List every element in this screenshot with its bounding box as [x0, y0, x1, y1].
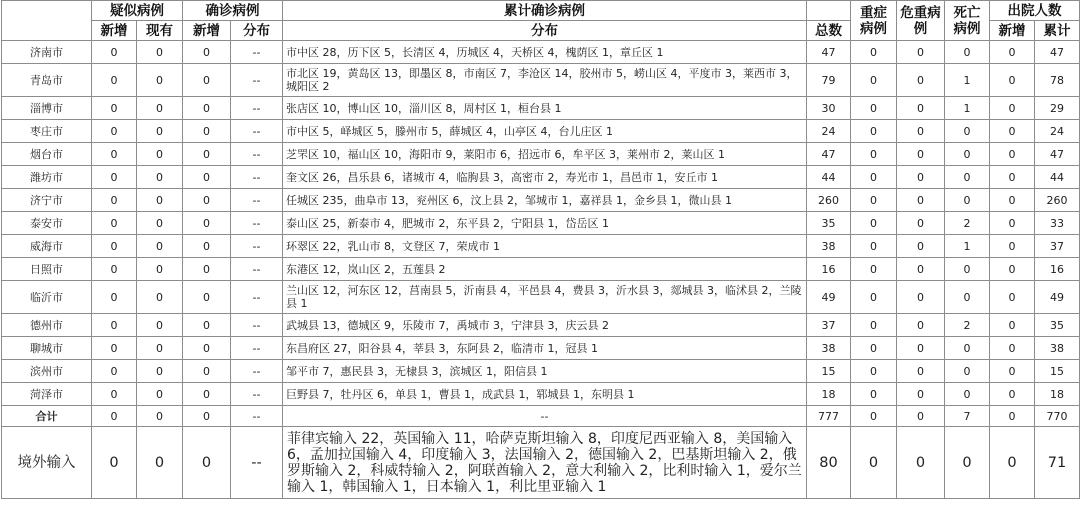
cumulative-distribution: 东昌府区 27，阳谷县 4，莘县 3，东阿县 2，临清市 1，冠县 1 — [283, 337, 807, 360]
header-blank — [807, 1, 851, 21]
discharged-new: 0 — [990, 64, 1035, 97]
cumulative-distribution: 环翠区 22，乳山市 8，文登区 7，荣成市 1 — [283, 235, 807, 258]
discharged-new: 0 — [990, 212, 1035, 235]
death-count: 0 — [945, 258, 990, 281]
suspected-current: 0 — [137, 383, 183, 406]
suspected-current: 0 — [137, 143, 183, 166]
discharged-new: 0 — [990, 97, 1035, 120]
suspected-new: 0 — [92, 166, 137, 189]
discharged-new: 0 — [990, 427, 1035, 499]
discharged-new: 0 — [990, 120, 1035, 143]
table-row — [2, 64, 1080, 97]
cumulative-distribution: 市北区 19，黄岛区 13，即墨区 8，市南区 7，李沧区 14，胶州市 5，崂山区 4，平度市 3，莱西市 3，城阳区 2 — [283, 64, 807, 97]
city-name: 潍坊市 — [2, 166, 92, 189]
header-cumulative: 累计确诊病例 — [283, 1, 807, 21]
confirmed-new: 0 — [183, 281, 231, 314]
discharged-cumulative: 38 — [1035, 337, 1080, 360]
cumulative-total: 260 — [807, 189, 851, 212]
discharged-cumulative: 47 — [1035, 143, 1080, 166]
discharged-cumulative: 260 — [1035, 189, 1080, 212]
confirmed-new: 0 — [183, 41, 231, 64]
discharged-new: 0 — [990, 189, 1035, 212]
sub-header-discharged-new: 新增 — [990, 21, 1035, 41]
death-count: 2 — [945, 314, 990, 337]
cumulative-total: 30 — [807, 97, 851, 120]
confirmed-new: 0 — [183, 143, 231, 166]
confirmed-distribution: -- — [231, 189, 283, 212]
severe-count: 0 — [851, 212, 897, 235]
suspected-current: 0 — [137, 281, 183, 314]
city-name: 青岛市 — [2, 64, 92, 97]
death-count: 0 — [945, 189, 990, 212]
suspected-current: 0 — [137, 406, 183, 427]
cumulative-distribution: 巨野县 7，牡丹区 6，单县 1，曹县 1，成武县 1，郓城县 1，东明县 1 — [283, 383, 807, 406]
severe-count: 0 — [851, 97, 897, 120]
sub-header-cumulative-distribution: 分布 — [283, 21, 807, 41]
table-row — [2, 281, 1080, 314]
severe-count: 0 — [851, 64, 897, 97]
discharged-cumulative: 71 — [1035, 427, 1080, 499]
severe-count: 0 — [851, 120, 897, 143]
confirmed-new: 0 — [183, 258, 231, 281]
critical-count: 0 — [897, 41, 945, 64]
discharged-new: 0 — [990, 143, 1035, 166]
confirmed-distribution: -- — [231, 143, 283, 166]
table-row — [2, 41, 1080, 64]
discharged-cumulative: 35 — [1035, 314, 1080, 337]
suspected-new: 0 — [92, 360, 137, 383]
cumulative-total: 38 — [807, 235, 851, 258]
header-confirmed: 确诊病例 — [183, 1, 283, 21]
confirmed-distribution: -- — [231, 427, 283, 499]
severe-count: 0 — [851, 337, 897, 360]
suspected-new: 0 — [92, 427, 137, 499]
death-count: 0 — [945, 281, 990, 314]
sub-header-confirmed-distribution: 分布 — [231, 21, 283, 41]
confirmed-new: 0 — [183, 427, 231, 499]
discharged-new: 0 — [990, 166, 1035, 189]
table-row — [2, 97, 1080, 120]
table-row — [2, 258, 1080, 281]
severe-count: 0 — [851, 314, 897, 337]
death-count: 1 — [945, 97, 990, 120]
critical-count: 0 — [897, 166, 945, 189]
suspected-new: 0 — [92, 258, 137, 281]
table-row — [2, 120, 1080, 143]
cumulative-total: 80 — [807, 427, 851, 499]
severe-count: 0 — [851, 383, 897, 406]
confirmed-new: 0 — [183, 189, 231, 212]
table-row — [2, 143, 1080, 166]
suspected-new: 0 — [92, 64, 137, 97]
cumulative-distribution: 张店区 10，博山区 10，淄川区 8，周村区 1，桓台县 1 — [283, 97, 807, 120]
severe-count: 0 — [851, 406, 897, 427]
confirmed-distribution: -- — [231, 41, 283, 64]
suspected-current: 0 — [137, 97, 183, 120]
cumulative-total: 16 — [807, 258, 851, 281]
discharged-cumulative: 24 — [1035, 120, 1080, 143]
confirmed-distribution: -- — [231, 360, 283, 383]
critical-count: 0 — [897, 281, 945, 314]
header-suspected: 疑似病例 — [92, 1, 183, 21]
cumulative-total: 47 — [807, 143, 851, 166]
cumulative-distribution: 邹平市 7，惠民县 3，无棣县 3，滨城区 1，阳信县 1 — [283, 360, 807, 383]
critical-count: 0 — [897, 337, 945, 360]
table-row — [2, 383, 1080, 406]
discharged-cumulative: 49 — [1035, 281, 1080, 314]
header-death: 死亡病例 — [945, 1, 990, 41]
severe-count: 0 — [851, 427, 897, 499]
confirmed-new: 0 — [183, 406, 231, 427]
suspected-new: 0 — [92, 143, 137, 166]
header-city — [2, 1, 92, 41]
suspected-current: 0 — [137, 427, 183, 499]
confirmed-distribution: -- — [231, 235, 283, 258]
discharged-cumulative: 78 — [1035, 64, 1080, 97]
confirmed-new: 0 — [183, 337, 231, 360]
city-name: 日照市 — [2, 258, 92, 281]
critical-count: 0 — [897, 97, 945, 120]
critical-count: 0 — [897, 143, 945, 166]
suspected-new: 0 — [92, 235, 137, 258]
severe-count: 0 — [851, 166, 897, 189]
cumulative-distribution: 武城县 13，德城区 9，乐陵市 7，禹城市 3，宁津县 3，庆云县 2 — [283, 314, 807, 337]
death-count: 0 — [945, 360, 990, 383]
suspected-new: 0 — [92, 337, 137, 360]
cumulative-total: 79 — [807, 64, 851, 97]
city-name: 临沂市 — [2, 281, 92, 314]
severe-count: 0 — [851, 41, 897, 64]
suspected-current: 0 — [137, 189, 183, 212]
suspected-new: 0 — [92, 189, 137, 212]
city-name: 泰安市 — [2, 212, 92, 235]
discharged-new: 0 — [990, 406, 1035, 427]
table-row — [2, 360, 1080, 383]
cumulative-distribution: 任城区 235，曲阜市 13，兖州区 6，汶上县 2，邹城市 1，嘉祥县 1，金乡县 1，微山县 1 — [283, 189, 807, 212]
suspected-current: 0 — [137, 314, 183, 337]
cumulative-distribution: 兰山区 12，河东区 12，莒南县 5，沂南县 4，平邑县 4，费县 3，沂水县 3，郯城县 3，临沭县 2，兰陵县 1 — [283, 281, 807, 314]
discharged-new: 0 — [990, 235, 1035, 258]
critical-count: 0 — [897, 64, 945, 97]
critical-count: 0 — [897, 360, 945, 383]
city-name: 枣庄市 — [2, 120, 92, 143]
confirmed-new: 0 — [183, 166, 231, 189]
critical-count: 0 — [897, 427, 945, 499]
discharged-new: 0 — [990, 314, 1035, 337]
cumulative-total: 47 — [807, 41, 851, 64]
death-count: 1 — [945, 235, 990, 258]
discharged-new: 0 — [990, 41, 1035, 64]
cumulative-total: 37 — [807, 314, 851, 337]
city-name: 济南市 — [2, 41, 92, 64]
death-count: 0 — [945, 337, 990, 360]
confirmed-distribution: -- — [231, 383, 283, 406]
table-row — [2, 235, 1080, 258]
city-name: 济宁市 — [2, 189, 92, 212]
confirmed-distribution: -- — [231, 258, 283, 281]
critical-count: 0 — [897, 235, 945, 258]
discharged-new: 0 — [990, 337, 1035, 360]
cumulative-total: 24 — [807, 120, 851, 143]
table-row — [2, 166, 1080, 189]
severe-count: 0 — [851, 360, 897, 383]
suspected-new: 0 — [92, 314, 137, 337]
critical-count: 0 — [897, 258, 945, 281]
city-name: 德州市 — [2, 314, 92, 337]
discharged-cumulative: 29 — [1035, 97, 1080, 120]
death-count: 0 — [945, 120, 990, 143]
cumulative-distribution: 泰山区 25，新泰市 4，肥城市 2，东平县 2，宁阳县 1，岱岳区 1 — [283, 212, 807, 235]
cumulative-distribution: 奎文区 26，昌乐县 6，诸城市 4，临朐县 3，高密市 2，寿光市 1，昌邑市 1，安丘市 1 — [283, 166, 807, 189]
confirmed-distribution: -- — [231, 337, 283, 360]
discharged-cumulative: 15 — [1035, 360, 1080, 383]
confirmed-new: 0 — [183, 314, 231, 337]
table-row — [2, 212, 1080, 235]
cumulative-distribution: 东港区 12，岚山区 2，五莲县 2 — [283, 258, 807, 281]
header-row-groups — [2, 1, 1080, 21]
cumulative-distribution: 市中区 5，峄城区 5，滕州市 5，薛城区 4，山亭区 4，台儿庄区 1 — [283, 120, 807, 143]
sub-header-total: 总数 — [807, 21, 851, 41]
suspected-current: 0 — [137, 258, 183, 281]
suspected-current: 0 — [137, 337, 183, 360]
confirmed-new: 0 — [183, 97, 231, 120]
death-count: 0 — [945, 427, 990, 499]
suspected-current: 0 — [137, 120, 183, 143]
cumulative-total: 15 — [807, 360, 851, 383]
table-row — [2, 189, 1080, 212]
cumulative-total: 777 — [807, 406, 851, 427]
severe-count: 0 — [851, 143, 897, 166]
confirmed-distribution: -- — [231, 406, 283, 427]
discharged-cumulative: 16 — [1035, 258, 1080, 281]
sub-header-discharged-cumulative: 累计 — [1035, 21, 1080, 41]
confirmed-distribution: -- — [231, 166, 283, 189]
cumulative-distribution: -- — [283, 406, 807, 427]
city-name: 菏泽市 — [2, 383, 92, 406]
confirmed-new: 0 — [183, 212, 231, 235]
confirmed-distribution: -- — [231, 314, 283, 337]
confirmed-new: 0 — [183, 120, 231, 143]
suspected-new: 0 — [92, 281, 137, 314]
suspected-current: 0 — [137, 166, 183, 189]
confirmed-new: 0 — [183, 383, 231, 406]
severe-count: 0 — [851, 281, 897, 314]
discharged-cumulative: 44 — [1035, 166, 1080, 189]
discharged-new: 0 — [990, 258, 1035, 281]
death-count: 0 — [945, 166, 990, 189]
confirmed-distribution: -- — [231, 97, 283, 120]
discharged-cumulative: 33 — [1035, 212, 1080, 235]
severe-count: 0 — [851, 258, 897, 281]
death-count: 2 — [945, 212, 990, 235]
suspected-new: 0 — [92, 120, 137, 143]
header-severe: 重症病例 — [851, 1, 897, 41]
suspected-new: 0 — [92, 41, 137, 64]
city-name: 聊城市 — [2, 337, 92, 360]
city-name: 烟台市 — [2, 143, 92, 166]
discharged-cumulative: 47 — [1035, 41, 1080, 64]
table-row — [2, 337, 1080, 360]
confirmed-new: 0 — [183, 64, 231, 97]
critical-count: 0 — [897, 189, 945, 212]
cumulative-distribution: 市中区 28，历下区 5，长清区 4，历城区 4，天桥区 4，槐荫区 1，章丘区 1 — [283, 41, 807, 64]
total-label: 合计 — [2, 406, 92, 427]
critical-count: 0 — [897, 314, 945, 337]
suspected-new: 0 — [92, 97, 137, 120]
death-count: 0 — [945, 143, 990, 166]
critical-count: 0 — [897, 383, 945, 406]
sub-header-confirmed-new: 新增 — [183, 21, 231, 41]
confirmed-distribution: -- — [231, 212, 283, 235]
severe-count: 0 — [851, 189, 897, 212]
city-name: 滨州市 — [2, 360, 92, 383]
table-row — [2, 314, 1080, 337]
suspected-new: 0 — [92, 383, 137, 406]
critical-count: 0 — [897, 120, 945, 143]
suspected-current: 0 — [137, 360, 183, 383]
discharged-cumulative: 18 — [1035, 383, 1080, 406]
suspected-current: 0 — [137, 212, 183, 235]
header-critical: 危重病例 — [897, 1, 945, 41]
total-row — [2, 406, 1080, 427]
suspected-current: 0 — [137, 235, 183, 258]
covid-statistics-table — [1, 0, 1080, 499]
discharged-new: 0 — [990, 360, 1035, 383]
death-count: 7 — [945, 406, 990, 427]
severe-count: 0 — [851, 235, 897, 258]
confirmed-distribution: -- — [231, 281, 283, 314]
critical-count: 0 — [897, 212, 945, 235]
death-count: 0 — [945, 383, 990, 406]
cumulative-total: 18 — [807, 383, 851, 406]
discharged-new: 0 — [990, 281, 1035, 314]
imported-label: 境外输入 — [2, 427, 92, 499]
suspected-new: 0 — [92, 406, 137, 427]
cumulative-total: 49 — [807, 281, 851, 314]
cumulative-total: 38 — [807, 337, 851, 360]
cumulative-total: 35 — [807, 212, 851, 235]
death-count: 0 — [945, 41, 990, 64]
discharged-cumulative: 37 — [1035, 235, 1080, 258]
city-name: 威海市 — [2, 235, 92, 258]
death-count: 1 — [945, 64, 990, 97]
confirmed-distribution: -- — [231, 120, 283, 143]
header-discharged: 出院人数 — [990, 1, 1080, 21]
suspected-new: 0 — [92, 212, 137, 235]
suspected-current: 0 — [137, 64, 183, 97]
confirmed-new: 0 — [183, 360, 231, 383]
confirmed-new: 0 — [183, 235, 231, 258]
sub-header-suspected-current: 现有 — [137, 21, 183, 41]
confirmed-distribution: -- — [231, 64, 283, 97]
cumulative-distribution: 菲律宾输入 22，英国输入 11，哈萨克斯坦输入 8，印度尼西亚输入 8，美国输入 6，孟加拉国输入 4，印度输入 3，法国输入 2，德国输入 2，巴基斯坦输入 2，俄罗斯输入 2，科威特输入 2，阿联酋输入 2，意大利输入 2，比利时输入 1，爱尔兰输入 1，韩国输入 1，日本输入 1，利比里亚输入 1 — [283, 427, 807, 499]
sub-header-suspected-new: 新增 — [92, 21, 137, 41]
cumulative-total: 44 — [807, 166, 851, 189]
city-name: 淄博市 — [2, 97, 92, 120]
cumulative-distribution: 芝罘区 10，福山区 10，海阳市 9，莱阳市 6，招远市 6，牟平区 3，莱州市 2，莱山区 1 — [283, 143, 807, 166]
discharged-cumulative: 770 — [1035, 406, 1080, 427]
suspected-current: 0 — [137, 41, 183, 64]
imported-cases-row — [2, 427, 1080, 499]
discharged-new: 0 — [990, 383, 1035, 406]
critical-count: 0 — [897, 406, 945, 427]
